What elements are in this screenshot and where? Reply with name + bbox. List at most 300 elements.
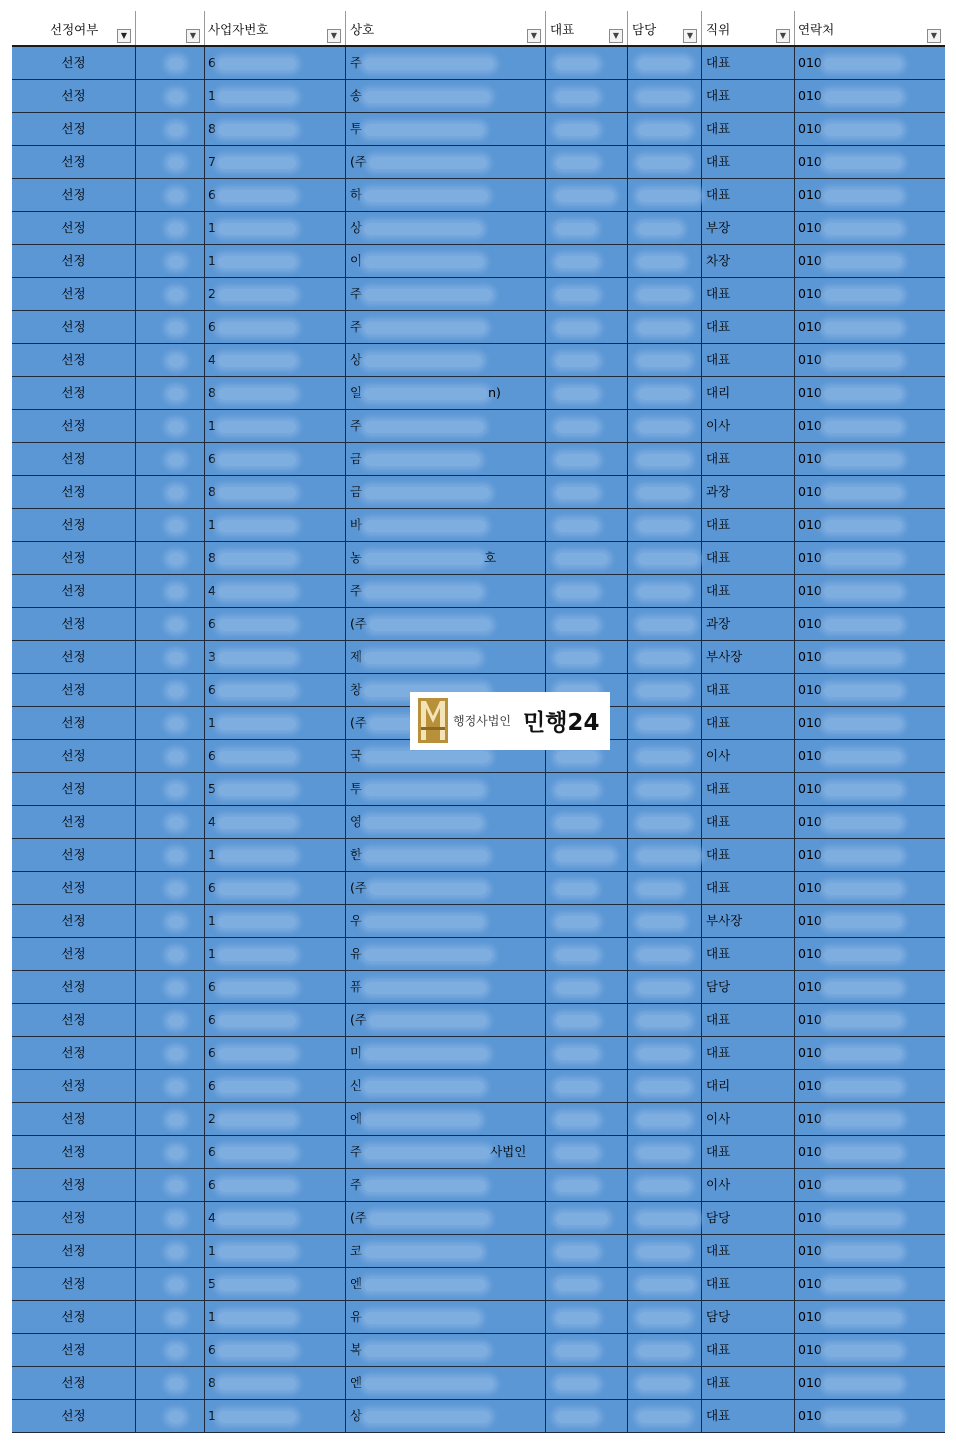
- cell-contact[interactable]: [795, 707, 945, 739]
- cell-selected[interactable]: [12, 740, 136, 772]
- cell-selected[interactable]: [12, 146, 136, 178]
- cell-business-no[interactable]: [205, 1037, 346, 1069]
- cell-contact[interactable]: [795, 872, 945, 904]
- cell-contact[interactable]: [795, 1334, 945, 1366]
- cell-selected[interactable]: [12, 575, 136, 607]
- cell-manager[interactable]: [628, 146, 702, 178]
- cell-representative[interactable]: [546, 311, 628, 343]
- cell-contact[interactable]: [795, 905, 945, 937]
- cell-contact[interactable]: [795, 740, 945, 772]
- cell-selected[interactable]: [12, 905, 136, 937]
- cell-position[interactable]: [702, 80, 795, 112]
- cell-number[interactable]: [136, 377, 205, 409]
- cell-selected[interactable]: [12, 1004, 136, 1036]
- cell-company[interactable]: [346, 872, 546, 904]
- cell-number[interactable]: [136, 47, 205, 79]
- cell-contact[interactable]: [795, 806, 945, 838]
- cell-manager[interactable]: [628, 1367, 702, 1399]
- cell-selected[interactable]: [12, 542, 136, 574]
- cell-contact[interactable]: [795, 1235, 945, 1267]
- cell-selected[interactable]: [12, 1400, 136, 1432]
- table-row[interactable]: [12, 443, 945, 476]
- cell-number[interactable]: [136, 212, 205, 244]
- cell-manager[interactable]: [628, 113, 702, 145]
- cell-number[interactable]: [136, 971, 205, 1003]
- cell-manager[interactable]: [628, 1301, 702, 1333]
- cell-company[interactable]: [346, 1400, 546, 1432]
- cell-number[interactable]: [136, 674, 205, 706]
- cell-representative[interactable]: [546, 1334, 628, 1366]
- cell-position[interactable]: [702, 245, 795, 277]
- cell-manager[interactable]: [628, 476, 702, 508]
- cell-selected[interactable]: [12, 1268, 136, 1300]
- cell-business-no[interactable]: [205, 311, 346, 343]
- cell-contact[interactable]: [795, 311, 945, 343]
- cell-number[interactable]: [136, 1202, 205, 1234]
- table-row[interactable]: [12, 245, 945, 278]
- cell-contact[interactable]: [795, 1037, 945, 1069]
- cell-company[interactable]: [346, 1301, 546, 1333]
- cell-representative[interactable]: [546, 443, 628, 475]
- cell-selected[interactable]: [12, 641, 136, 673]
- cell-representative[interactable]: [546, 938, 628, 970]
- cell-manager[interactable]: [628, 410, 702, 442]
- cell-number[interactable]: [136, 1400, 205, 1432]
- cell-number[interactable]: [136, 608, 205, 640]
- cell-number[interactable]: [136, 542, 205, 574]
- table-row[interactable]: [12, 905, 945, 938]
- cell-representative[interactable]: [546, 1301, 628, 1333]
- cell-business-no[interactable]: [205, 641, 346, 673]
- cell-number[interactable]: [136, 1334, 205, 1366]
- cell-position[interactable]: [702, 1202, 795, 1234]
- cell-company[interactable]: [346, 476, 546, 508]
- cell-representative[interactable]: [546, 344, 628, 376]
- table-row[interactable]: [12, 1004, 945, 1037]
- cell-contact[interactable]: [795, 1136, 945, 1168]
- cell-representative[interactable]: [546, 1268, 628, 1300]
- table-row[interactable]: [12, 806, 945, 839]
- cell-number[interactable]: [136, 476, 205, 508]
- cell-position[interactable]: [702, 1037, 795, 1069]
- cell-manager[interactable]: [628, 1235, 702, 1267]
- cell-company[interactable]: [346, 113, 546, 145]
- cell-manager[interactable]: [628, 575, 702, 607]
- table-row[interactable]: [12, 1136, 945, 1169]
- cell-company[interactable]: [346, 245, 546, 277]
- cell-company[interactable]: [346, 839, 546, 871]
- cell-company[interactable]: [346, 1334, 546, 1366]
- cell-number[interactable]: [136, 1268, 205, 1300]
- cell-position[interactable]: [702, 476, 795, 508]
- cell-selected[interactable]: [12, 839, 136, 871]
- cell-business-no[interactable]: [205, 410, 346, 442]
- cell-number[interactable]: [136, 707, 205, 739]
- cell-company[interactable]: [346, 1367, 546, 1399]
- cell-business-no[interactable]: [205, 575, 346, 607]
- cell-number[interactable]: [136, 641, 205, 673]
- cell-position[interactable]: [702, 938, 795, 970]
- cell-representative[interactable]: [546, 608, 628, 640]
- table-row[interactable]: [12, 971, 945, 1004]
- filter-dropdown-icon[interactable]: ▼: [186, 29, 200, 43]
- cell-manager[interactable]: [628, 806, 702, 838]
- cell-position[interactable]: [702, 278, 795, 310]
- cell-position[interactable]: [702, 575, 795, 607]
- cell-business-no[interactable]: [205, 905, 346, 937]
- cell-manager[interactable]: [628, 872, 702, 904]
- table-row[interactable]: [12, 212, 945, 245]
- cell-representative[interactable]: [546, 1367, 628, 1399]
- cell-business-no[interactable]: [205, 1367, 346, 1399]
- table-row[interactable]: [12, 542, 945, 575]
- cell-selected[interactable]: [12, 1169, 136, 1201]
- cell-number[interactable]: [136, 1367, 205, 1399]
- cell-business-no[interactable]: [205, 1301, 346, 1333]
- cell-company[interactable]: [346, 938, 546, 970]
- cell-business-no[interactable]: [205, 245, 346, 277]
- cell-company[interactable]: [346, 1004, 546, 1036]
- cell-position[interactable]: [702, 1268, 795, 1300]
- cell-representative[interactable]: [546, 641, 628, 673]
- cell-business-no[interactable]: [205, 278, 346, 310]
- cell-selected[interactable]: [12, 377, 136, 409]
- header-manager[interactable]: [628, 11, 702, 45]
- cell-contact[interactable]: [795, 509, 945, 541]
- cell-number[interactable]: [136, 278, 205, 310]
- cell-business-no[interactable]: [205, 212, 346, 244]
- cell-business-no[interactable]: [205, 773, 346, 805]
- cell-contact[interactable]: [795, 575, 945, 607]
- cell-manager[interactable]: [628, 674, 702, 706]
- cell-selected[interactable]: [12, 212, 136, 244]
- cell-number[interactable]: [136, 1004, 205, 1036]
- cell-number[interactable]: [136, 179, 205, 211]
- cell-representative[interactable]: [546, 872, 628, 904]
- cell-company[interactable]: [346, 278, 546, 310]
- filter-active-icon[interactable]: ▼: [117, 29, 131, 43]
- cell-number[interactable]: [136, 1169, 205, 1201]
- cell-manager[interactable]: [628, 938, 702, 970]
- cell-contact[interactable]: [795, 1268, 945, 1300]
- cell-manager[interactable]: [628, 971, 702, 1003]
- cell-company[interactable]: [346, 212, 546, 244]
- cell-company[interactable]: [346, 1268, 546, 1300]
- cell-company[interactable]: [346, 146, 546, 178]
- table-row[interactable]: [12, 80, 945, 113]
- cell-contact[interactable]: [795, 443, 945, 475]
- cell-number[interactable]: [136, 740, 205, 772]
- cell-selected[interactable]: [12, 1070, 136, 1102]
- cell-contact[interactable]: [795, 1070, 945, 1102]
- filter-dropdown-icon[interactable]: ▼: [609, 29, 623, 43]
- cell-manager[interactable]: [628, 707, 702, 739]
- cell-position[interactable]: [702, 641, 795, 673]
- cell-selected[interactable]: [12, 806, 136, 838]
- table-row[interactable]: [12, 410, 945, 443]
- cell-representative[interactable]: [546, 47, 628, 79]
- header-business-no[interactable]: [205, 11, 346, 45]
- cell-position[interactable]: [702, 1301, 795, 1333]
- cell-company[interactable]: [346, 542, 546, 574]
- cell-business-no[interactable]: [205, 608, 346, 640]
- cell-business-no[interactable]: [205, 1400, 346, 1432]
- table-row[interactable]: [12, 839, 945, 872]
- table-row[interactable]: [12, 1268, 945, 1301]
- cell-manager[interactable]: [628, 1037, 702, 1069]
- cell-contact[interactable]: [795, 674, 945, 706]
- cell-selected[interactable]: [12, 476, 136, 508]
- cell-contact[interactable]: [795, 113, 945, 145]
- cell-position[interactable]: [702, 509, 795, 541]
- header-company[interactable]: [346, 11, 546, 45]
- cell-position[interactable]: [702, 1070, 795, 1102]
- cell-number[interactable]: [136, 1070, 205, 1102]
- cell-business-no[interactable]: [205, 971, 346, 1003]
- cell-position[interactable]: [702, 1169, 795, 1201]
- cell-selected[interactable]: [12, 410, 136, 442]
- cell-selected[interactable]: [12, 113, 136, 145]
- cell-position[interactable]: [702, 443, 795, 475]
- cell-business-no[interactable]: [205, 542, 346, 574]
- cell-representative[interactable]: [546, 1202, 628, 1234]
- cell-manager[interactable]: [628, 542, 702, 574]
- cell-company[interactable]: [346, 773, 546, 805]
- cell-number[interactable]: [136, 872, 205, 904]
- cell-contact[interactable]: [795, 80, 945, 112]
- cell-company[interactable]: [346, 1136, 546, 1168]
- table-row[interactable]: [12, 608, 945, 641]
- cell-position[interactable]: [702, 179, 795, 211]
- cell-contact[interactable]: [795, 608, 945, 640]
- cell-business-no[interactable]: [205, 509, 346, 541]
- cell-business-no[interactable]: [205, 47, 346, 79]
- filter-dropdown-icon[interactable]: ▼: [776, 29, 790, 43]
- cell-selected[interactable]: [12, 707, 136, 739]
- table-row[interactable]: [12, 1202, 945, 1235]
- cell-contact[interactable]: [795, 377, 945, 409]
- table-row[interactable]: [12, 113, 945, 146]
- table-row[interactable]: [12, 641, 945, 674]
- cell-number[interactable]: [136, 344, 205, 376]
- cell-contact[interactable]: [795, 641, 945, 673]
- cell-number[interactable]: [136, 1037, 205, 1069]
- cell-manager[interactable]: [628, 344, 702, 376]
- cell-business-no[interactable]: [205, 839, 346, 871]
- cell-position[interactable]: [702, 377, 795, 409]
- cell-representative[interactable]: [546, 410, 628, 442]
- header-representative[interactable]: [546, 11, 628, 45]
- cell-manager[interactable]: [628, 839, 702, 871]
- cell-number[interactable]: [136, 80, 205, 112]
- cell-representative[interactable]: [546, 245, 628, 277]
- cell-position[interactable]: [702, 674, 795, 706]
- cell-position[interactable]: [702, 872, 795, 904]
- cell-representative[interactable]: [546, 1169, 628, 1201]
- table-row[interactable]: [12, 1037, 945, 1070]
- cell-selected[interactable]: [12, 773, 136, 805]
- cell-contact[interactable]: [795, 410, 945, 442]
- table-row[interactable]: [12, 1169, 945, 1202]
- cell-manager[interactable]: [628, 1004, 702, 1036]
- cell-business-no[interactable]: [205, 1004, 346, 1036]
- table-row[interactable]: [12, 938, 945, 971]
- cell-company[interactable]: [346, 179, 546, 211]
- cell-manager[interactable]: [628, 1169, 702, 1201]
- cell-company[interactable]: [346, 806, 546, 838]
- cell-representative[interactable]: [546, 1103, 628, 1135]
- cell-number[interactable]: [136, 311, 205, 343]
- table-row[interactable]: [12, 509, 945, 542]
- cell-selected[interactable]: [12, 179, 136, 211]
- cell-business-no[interactable]: [205, 938, 346, 970]
- cell-representative[interactable]: [546, 212, 628, 244]
- cell-number[interactable]: [136, 509, 205, 541]
- table-row[interactable]: [12, 377, 945, 410]
- cell-representative[interactable]: [546, 971, 628, 1003]
- cell-position[interactable]: [702, 1367, 795, 1399]
- cell-selected[interactable]: [12, 509, 136, 541]
- cell-contact[interactable]: [795, 1367, 945, 1399]
- cell-manager[interactable]: [628, 377, 702, 409]
- cell-contact[interactable]: [795, 344, 945, 376]
- filter-dropdown-icon[interactable]: ▼: [683, 29, 697, 43]
- cell-business-no[interactable]: [205, 113, 346, 145]
- cell-number[interactable]: [136, 1301, 205, 1333]
- cell-manager[interactable]: [628, 509, 702, 541]
- cell-company[interactable]: [346, 311, 546, 343]
- cell-company[interactable]: [346, 47, 546, 79]
- cell-number[interactable]: [136, 410, 205, 442]
- cell-manager[interactable]: [628, 641, 702, 673]
- cell-contact[interactable]: [795, 212, 945, 244]
- cell-representative[interactable]: [546, 1235, 628, 1267]
- cell-business-no[interactable]: [205, 1136, 346, 1168]
- cell-selected[interactable]: [12, 1334, 136, 1366]
- cell-manager[interactable]: [628, 245, 702, 277]
- table-row[interactable]: [12, 1301, 945, 1334]
- table-row[interactable]: [12, 344, 945, 377]
- cell-representative[interactable]: [546, 1037, 628, 1069]
- cell-contact[interactable]: [795, 47, 945, 79]
- cell-contact[interactable]: [795, 179, 945, 211]
- cell-position[interactable]: [702, 707, 795, 739]
- cell-number[interactable]: [136, 938, 205, 970]
- cell-representative[interactable]: [546, 179, 628, 211]
- cell-contact[interactable]: [795, 542, 945, 574]
- cell-contact[interactable]: [795, 146, 945, 178]
- cell-representative[interactable]: [546, 542, 628, 574]
- cell-representative[interactable]: [546, 1400, 628, 1432]
- cell-business-no[interactable]: [205, 80, 346, 112]
- cell-selected[interactable]: [12, 245, 136, 277]
- filter-dropdown-icon[interactable]: ▼: [527, 29, 541, 43]
- cell-representative[interactable]: [546, 1136, 628, 1168]
- table-row[interactable]: [12, 146, 945, 179]
- cell-selected[interactable]: [12, 47, 136, 79]
- cell-selected[interactable]: [12, 443, 136, 475]
- cell-contact[interactable]: [795, 773, 945, 805]
- cell-manager[interactable]: [628, 1070, 702, 1102]
- cell-number[interactable]: [136, 839, 205, 871]
- cell-business-no[interactable]: [205, 740, 346, 772]
- cell-contact[interactable]: [795, 278, 945, 310]
- cell-business-no[interactable]: [205, 1235, 346, 1267]
- cell-position[interactable]: [702, 773, 795, 805]
- cell-manager[interactable]: [628, 80, 702, 112]
- cell-business-no[interactable]: [205, 1268, 346, 1300]
- cell-business-no[interactable]: [205, 1169, 346, 1201]
- cell-manager[interactable]: [628, 1400, 702, 1432]
- cell-company[interactable]: [346, 1202, 546, 1234]
- cell-contact[interactable]: [795, 1400, 945, 1432]
- cell-representative[interactable]: [546, 80, 628, 112]
- cell-manager[interactable]: [628, 443, 702, 475]
- filter-dropdown-icon[interactable]: ▼: [927, 29, 941, 43]
- cell-manager[interactable]: [628, 212, 702, 244]
- cell-company[interactable]: [346, 971, 546, 1003]
- cell-position[interactable]: [702, 1103, 795, 1135]
- cell-manager[interactable]: [628, 311, 702, 343]
- cell-business-no[interactable]: [205, 674, 346, 706]
- cell-representative[interactable]: [546, 839, 628, 871]
- cell-number[interactable]: [136, 146, 205, 178]
- cell-company[interactable]: [346, 1235, 546, 1267]
- table-row[interactable]: [12, 278, 945, 311]
- cell-position[interactable]: [702, 47, 795, 79]
- cell-selected[interactable]: [12, 608, 136, 640]
- cell-contact[interactable]: [795, 1169, 945, 1201]
- cell-selected[interactable]: [12, 1202, 136, 1234]
- cell-manager[interactable]: [628, 773, 702, 805]
- cell-manager[interactable]: [628, 1268, 702, 1300]
- cell-position[interactable]: [702, 971, 795, 1003]
- cell-business-no[interactable]: [205, 806, 346, 838]
- cell-number[interactable]: [136, 113, 205, 145]
- cell-representative[interactable]: [546, 113, 628, 145]
- table-row[interactable]: [12, 1235, 945, 1268]
- table-row[interactable]: [12, 47, 945, 80]
- cell-company[interactable]: [346, 377, 546, 409]
- cell-manager[interactable]: [628, 179, 702, 211]
- cell-position[interactable]: [702, 740, 795, 772]
- cell-representative[interactable]: [546, 377, 628, 409]
- cell-representative[interactable]: [546, 575, 628, 607]
- cell-number[interactable]: [136, 1235, 205, 1267]
- cell-company[interactable]: [346, 509, 546, 541]
- table-row[interactable]: [12, 311, 945, 344]
- cell-number[interactable]: [136, 443, 205, 475]
- cell-selected[interactable]: [12, 971, 136, 1003]
- cell-contact[interactable]: [795, 1004, 945, 1036]
- cell-selected[interactable]: [12, 1037, 136, 1069]
- cell-number[interactable]: [136, 245, 205, 277]
- cell-business-no[interactable]: [205, 377, 346, 409]
- cell-company[interactable]: [346, 344, 546, 376]
- cell-position[interactable]: [702, 905, 795, 937]
- cell-selected[interactable]: [12, 1301, 136, 1333]
- cell-contact[interactable]: [795, 1301, 945, 1333]
- cell-representative[interactable]: [546, 773, 628, 805]
- cell-manager[interactable]: [628, 1334, 702, 1366]
- cell-representative[interactable]: [546, 509, 628, 541]
- cell-company[interactable]: [346, 1037, 546, 1069]
- cell-manager[interactable]: [628, 740, 702, 772]
- cell-selected[interactable]: [12, 1235, 136, 1267]
- cell-selected[interactable]: [12, 311, 136, 343]
- cell-position[interactable]: [702, 608, 795, 640]
- cell-number[interactable]: [136, 773, 205, 805]
